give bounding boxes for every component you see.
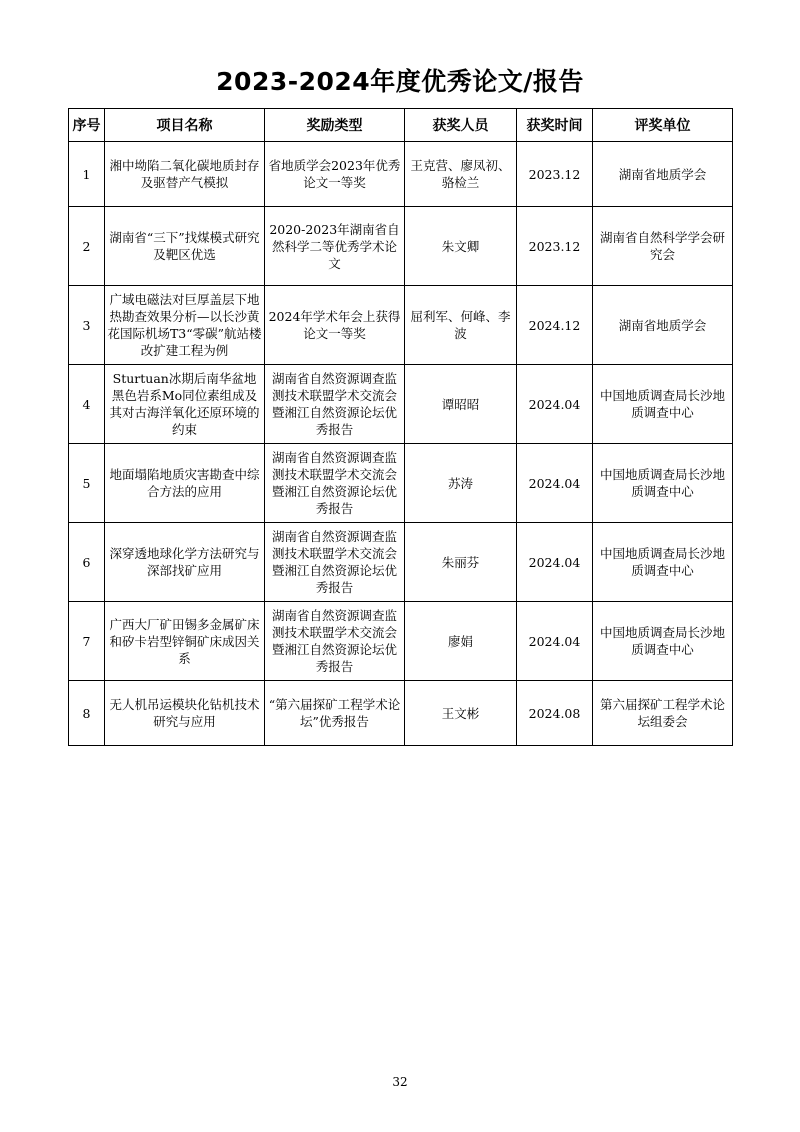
cell-project: 湖南省“三下”找煤模式研究及靶区优选	[105, 207, 265, 286]
table-row	[69, 142, 733, 207]
cell-no: 7	[69, 602, 105, 681]
table-row	[69, 286, 733, 365]
column-header-people: 获奖人员	[405, 109, 517, 142]
column-header-org: 评奖单位	[593, 109, 733, 142]
cell-people: 谭昭昭	[405, 365, 517, 444]
cell-award: 省地质学会2023年优秀论文一等奖	[265, 142, 405, 207]
table-row	[69, 681, 733, 746]
cell-org: 中国地质调查局长沙地质调查中心	[593, 365, 733, 444]
cell-date: 2023.12	[517, 142, 593, 207]
cell-date: 2024.08	[517, 681, 593, 746]
table-header-row	[69, 109, 733, 142]
cell-no: 5	[69, 444, 105, 523]
cell-org: 湖南省自然科学学会研究会	[593, 207, 733, 286]
cell-project: 湘中坳陷二氧化碳地质封存及驱替产气模拟	[105, 142, 265, 207]
cell-date: 2024.04	[517, 365, 593, 444]
cell-project: 地面塌陷地质灾害勘查中综合方法的应用	[105, 444, 265, 523]
cell-award: 2024年学术年会上获得论文一等奖	[265, 286, 405, 365]
column-header-project: 项目名称	[105, 109, 265, 142]
table-row	[69, 444, 733, 523]
cell-no: 1	[69, 142, 105, 207]
cell-org: 湖南省地质学会	[593, 286, 733, 365]
column-header-date: 获奖时间	[517, 109, 593, 142]
cell-date: 2024.04	[517, 444, 593, 523]
cell-award: 湖南省自然资源调查监测技术联盟学术交流会暨湘江自然资源论坛优秀报告	[265, 602, 405, 681]
cell-people: 屈利军、何峰、李波	[405, 286, 517, 365]
cell-award: 2020-2023年湖南省自然科学二等优秀学术论文	[265, 207, 405, 286]
cell-no: 6	[69, 523, 105, 602]
cell-people: 王文彬	[405, 681, 517, 746]
cell-people: 苏涛	[405, 444, 517, 523]
cell-people: 王克营、廖凤初、骆检兰	[405, 142, 517, 207]
cell-no: 2	[69, 207, 105, 286]
awards-table	[68, 108, 733, 746]
document-title: 2023-2024年度优秀论文/报告	[216, 67, 584, 96]
cell-project: 广西大厂矿田锡多金属矿床和矽卡岩型锌铜矿床成因关系	[105, 602, 265, 681]
cell-award: “第六届探矿工程学术论坛”优秀报告	[265, 681, 405, 746]
cell-people: 朱文卿	[405, 207, 517, 286]
cell-project: 广域电磁法对巨厚盖层下地热勘查效果分析—以长沙黄花国际机场T3“零碳”航站楼改扩建工程为例	[105, 286, 265, 365]
table-row	[69, 365, 733, 444]
cell-no: 4	[69, 365, 105, 444]
cell-award: 湖南省自然资源调查监测技术联盟学术交流会暨湘江自然资源论坛优秀报告	[265, 365, 405, 444]
cell-project: 无人机吊运模块化钻机技术研究与应用	[105, 681, 265, 746]
cell-date: 2024.12	[517, 286, 593, 365]
cell-no: 3	[69, 286, 105, 365]
cell-no: 8	[69, 681, 105, 746]
cell-date: 2023.12	[517, 207, 593, 286]
cell-org: 湖南省地质学会	[593, 142, 733, 207]
cell-org: 中国地质调查局长沙地质调查中心	[593, 523, 733, 602]
cell-org: 中国地质调查局长沙地质调查中心	[593, 602, 733, 681]
cell-project: Sturtuan冰期后南华盆地黑色岩系Mo同位素组成及其对古海洋氧化还原环境的约束	[105, 365, 265, 444]
table-row	[69, 207, 733, 286]
cell-people: 朱丽芬	[405, 523, 517, 602]
cell-people: 廖娟	[405, 602, 517, 681]
cell-award: 湖南省自然资源调查监测技术联盟学术交流会暨湘江自然资源论坛优秀报告	[265, 523, 405, 602]
column-header-award: 奖励类型	[265, 109, 405, 142]
cell-date: 2024.04	[517, 602, 593, 681]
cell-award: 湖南省自然资源调查监测技术联盟学术交流会暨湘江自然资源论坛优秀报告	[265, 444, 405, 523]
table-row	[69, 602, 733, 681]
table-row	[69, 523, 733, 602]
page-number: 32	[392, 1075, 408, 1089]
column-header-no: 序号	[69, 109, 105, 142]
cell-org: 中国地质调查局长沙地质调查中心	[593, 444, 733, 523]
cell-org: 第六届探矿工程学术论坛组委会	[593, 681, 733, 746]
cell-date: 2024.04	[517, 523, 593, 602]
cell-project: 深穿透地球化学方法研究与深部找矿应用	[105, 523, 265, 602]
